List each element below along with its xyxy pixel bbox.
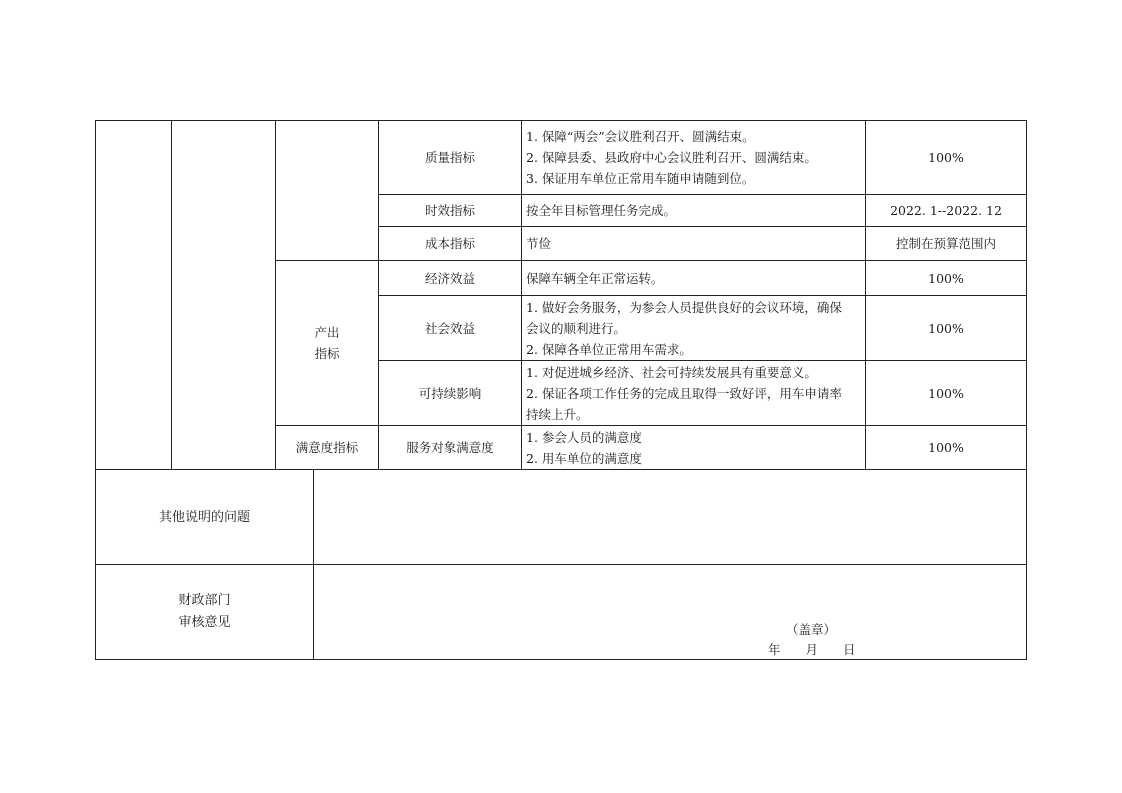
category-output-line: 产出	[314, 325, 340, 340]
other-notes-field[interactable]	[314, 470, 1026, 564]
category-satisfaction: 满意度指标	[295, 440, 359, 455]
content-line: 3. 保证用车单位正常用车随申请随到位。	[526, 171, 755, 186]
content-line: 2. 用车单位的满意度	[526, 450, 642, 466]
content-line: 2. 保障县委、县政府中心会议胜利召开、圆满结束。	[526, 150, 817, 165]
indicator-social: 社会效益	[424, 320, 475, 336]
content-line: 2. 保障各单位正常用车需求。	[526, 341, 692, 357]
value-timeliness: 2022. 1--2022. 12	[890, 203, 1002, 218]
content-line: 2. 保证各项工作任务的完成且取得一致好评，用车申请率	[526, 385, 842, 401]
finance-review-label	[96, 565, 313, 659]
content-line: 1. 保障“两会”会议胜利召开、圆满结束。	[526, 129, 755, 144]
value-quality: 100%	[928, 150, 964, 165]
indicator-quality: 质量指标	[424, 150, 475, 165]
value-social: 100%	[928, 320, 964, 336]
content-sustainable	[522, 361, 865, 425]
content-line: 1. 对促进城乡经济、社会可持续发展具有重要意义。	[526, 364, 817, 380]
value-cost: 控制在预算范围内	[895, 236, 996, 251]
indicator-sustainable: 可持续影响	[418, 385, 482, 401]
content-line: 会议的顺利进行。	[526, 320, 627, 336]
content-line: 持续上升。	[526, 406, 589, 422]
content-satisfaction	[522, 426, 865, 469]
value-sustainable: 100%	[928, 385, 964, 401]
seal-text: （盖章）	[786, 622, 837, 637]
indicator-cost: 成本指标	[424, 236, 475, 251]
value-satisfaction: 100%	[928, 440, 964, 455]
indicator-economic: 经济效益	[424, 270, 475, 286]
indicator-timeliness: 时效指标	[424, 203, 475, 218]
category-output-line: 指标	[314, 346, 340, 361]
content-social	[522, 296, 865, 360]
content-line: 1. 参会人员的满意度	[526, 429, 642, 445]
category-output	[276, 261, 378, 425]
content-cost: 节俭	[526, 236, 552, 251]
date-line: 年 月 日	[768, 642, 856, 657]
finance-review-field[interactable]	[314, 565, 1026, 659]
value-economic: 100%	[928, 270, 964, 286]
finance-review-label-line: 审核意见	[178, 615, 231, 630]
content-line: 1. 做好会务服务，为参会人员提供良好的会议环境，确保	[526, 299, 842, 315]
content-quality	[522, 121, 865, 194]
indicator-satisfaction: 服务对象满意度	[406, 440, 494, 455]
content-economic: 保障车辆全年正常运转。	[526, 270, 664, 286]
finance-review-label-line: 财政部门	[178, 593, 231, 608]
content-timeliness: 按全年目标管理任务完成。	[526, 203, 677, 218]
other-notes-label: 其他说明的问题	[158, 509, 250, 525]
